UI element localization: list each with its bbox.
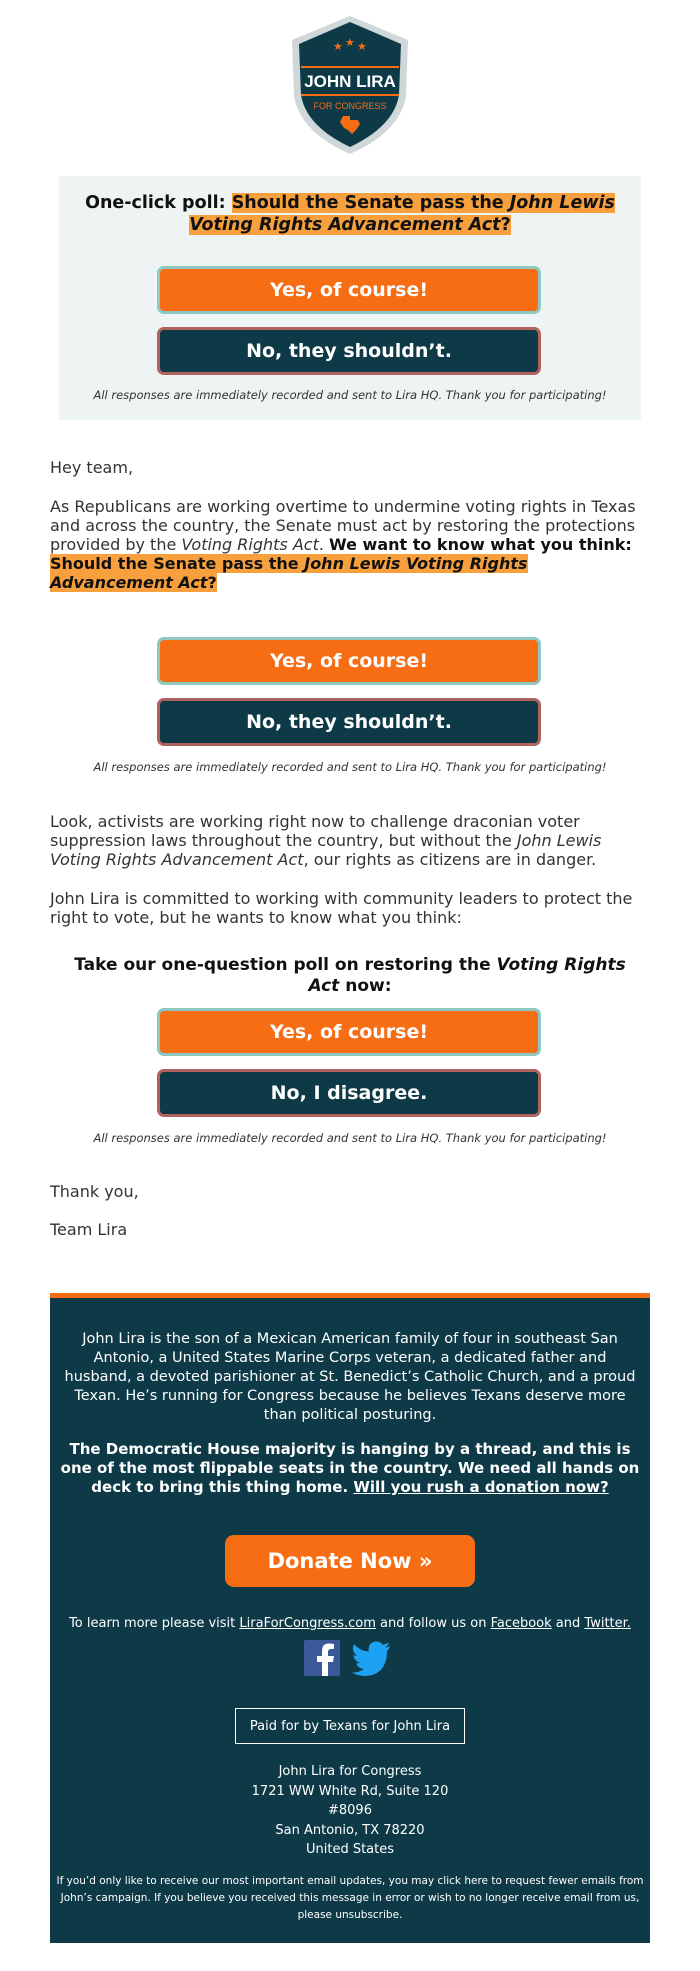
closing: Thank you, — [50, 1182, 139, 1201]
p1-text-a: As Republicans are working overtime to undermine voting rights in Texas and across the country, the Senate must act by restoring the protections provided by the — [50, 497, 636, 554]
paragraph-1 — [50, 497, 650, 592]
footer-appeal — [58, 1440, 642, 1497]
svg-text:★: ★ — [333, 40, 343, 53]
learn-more-line — [50, 1616, 650, 1631]
poll-question-highlight — [189, 193, 615, 235]
poll-question-end: ? — [500, 215, 511, 235]
p1-highlight — [50, 554, 528, 592]
yes-button-mid[interactable]: Yes, of course! — [157, 637, 541, 685]
greeting: Hey team, — [50, 458, 134, 477]
paragraph-2 — [50, 812, 650, 869]
poll-question-start: Should the Senate pass the — [231, 193, 510, 213]
p1-text-b: . — [318, 535, 330, 554]
social-icons — [304, 1640, 396, 1678]
poll-question-act: John Lewis Voting Rights Advancement Act — [189, 193, 615, 235]
twitter-icon[interactable] — [352, 1640, 392, 1676]
twitter-link[interactable]: Twitter. — [584, 1616, 631, 1631]
heading-end: now: — [339, 976, 392, 996]
p2-act: John Lewis Voting Rights Advancement Act — [50, 831, 602, 869]
shield-logo-icon — [288, 14, 412, 156]
no-button-top[interactable]: No, they shouldn’t. — [157, 327, 541, 375]
donate-now-button[interactable]: Donate Now » — [225, 1535, 475, 1587]
campaign-logo — [0, 14, 700, 160]
facebook-icon[interactable] — [304, 1640, 340, 1676]
follow-text: and follow us on — [375, 1616, 491, 1631]
address-line: United States — [305, 1842, 395, 1857]
mailing-address — [50, 1762, 650, 1860]
donation-link[interactable]: Will you rush a donation now? — [353, 1478, 609, 1496]
p1-bold: We want to know what you think: — [329, 535, 632, 554]
facebook-link[interactable]: Facebook — [490, 1616, 552, 1631]
p1-hl-start: Should the Senate pass the — [50, 554, 305, 573]
and-text: and — [551, 1616, 585, 1631]
unsubscribe-fine-print[interactable]: If you’d only like to receive our most important email updates, you may click here to request fewer emails from John’s campaign. If you believe you received this message in error or wish to no longer receive email from us, please unsubscribe. — [56, 1875, 644, 1921]
poll-note-bottom: All responses are immediately recorded and sent to Lira HQ. Thank you for participating! — [93, 1131, 607, 1145]
heading-start: Take our one-question poll on restoring the — [74, 955, 497, 975]
learn-prefix: To learn more please visit — [69, 1616, 240, 1631]
poll-note-mid: All responses are immediately recorded and sent to Lira HQ. Thank you for participating! — [93, 760, 607, 774]
poll-question-top — [79, 192, 621, 236]
address-line: #8096 — [328, 1803, 372, 1818]
poll-heading-bottom — [60, 955, 640, 997]
p2-text-b: , our rights as citizens are in danger. — [303, 850, 597, 869]
signature: Team Lira — [50, 1220, 128, 1239]
paragraph-3: John Lira is committed to working with community leaders to protect the right to vote, but he wants to know what you think: — [50, 889, 633, 927]
paid-for-disclaimer: Paid for by Texans for John Lira — [235, 1708, 465, 1744]
p1-hl-act: John Lewis Voting Rights Advancement Act — [50, 554, 528, 592]
yes-button-top[interactable]: Yes, of course! — [157, 266, 541, 314]
website-link[interactable]: LiraForCongress.com — [239, 1616, 376, 1631]
svg-text:★: ★ — [357, 40, 367, 53]
address-line: John Lira for Congress — [278, 1764, 422, 1779]
address-line: San Antonio, TX 78220 — [275, 1822, 425, 1838]
address-line: 1721 WW White Rd, Suite 120 — [251, 1783, 449, 1799]
heading-act: Voting Rights Act — [308, 955, 626, 996]
poll-prefix: One-click poll: — [85, 193, 232, 213]
logo-name: JOHN LIRA — [304, 72, 396, 91]
no-button-mid[interactable]: No, they shouldn’t. — [157, 698, 541, 746]
logo-tagline: FOR CONGRESS — [313, 101, 387, 111]
p1-act: Voting Rights Act — [181, 535, 319, 554]
footer — [50, 1293, 650, 1943]
poll-box-top — [59, 176, 641, 420]
footer-bio: John Lira is the son of a Mexican American family of four in southeast San Antonio, a United States Marine Corps veteran, a dedicated father and husband, a devoted parishioner at St. Benedict’s Catholic Church, and a proud Texan. He’s running for Congress because he believes Texans deserve more than political posturing. — [64, 1331, 636, 1423]
poll-note-top: All responses are immediately recorded and sent to Lira HQ. Thank you for participating! — [93, 388, 607, 402]
footer-appeal-text: The Democratic House majority is hanging by a thread, and this is one of the most flippable seats in the country. We need all hands on deck to bring this thing home. — [60, 1440, 640, 1496]
p2-text-a: Look, activists are working right now to challenge draconian voter suppression laws throughout the country, but without the — [50, 812, 580, 850]
svg-text:★: ★ — [345, 36, 355, 49]
yes-button-bottom[interactable]: Yes, of course! — [157, 1008, 541, 1056]
no-button-bottom[interactable]: No, I disagree. — [157, 1069, 541, 1117]
p1-hl-end: ? — [207, 573, 217, 592]
